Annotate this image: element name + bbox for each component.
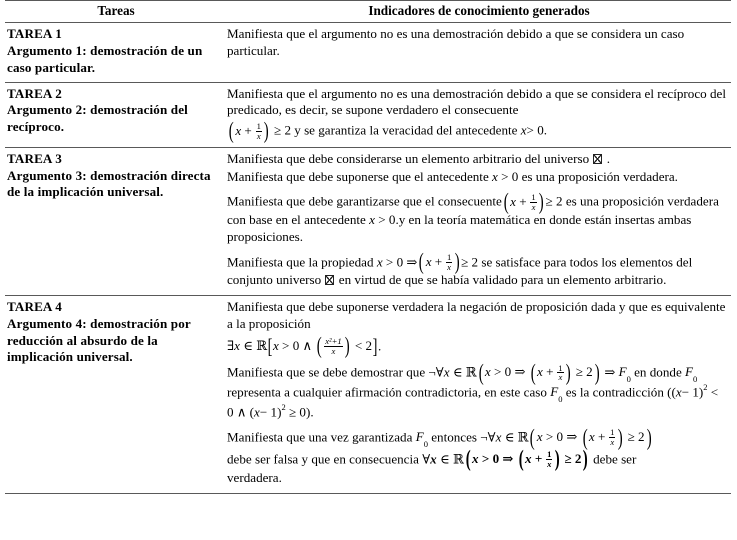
column-header-tasks: Tareas (5, 1, 227, 23)
column-header-indicators: Indicadores de conocimiento generados (227, 1, 731, 23)
math-symbol-F0: $F_0$ (685, 364, 698, 384)
math-var-x: x (472, 450, 479, 466)
indicator-paragraph (227, 151, 727, 168)
fraction-denominator: x (558, 372, 563, 383)
fraction-denominator: x (256, 130, 261, 141)
universe-box-icon (325, 275, 334, 285)
fraction-1-over-x (557, 364, 563, 383)
indicator-text: entonces ¬∀ (431, 429, 496, 445)
element-of-symbol: ∈ (452, 364, 463, 380)
indicator-paragraph (227, 360, 727, 421)
indicator-cell-tarea-2 (227, 82, 731, 147)
results-table (5, 0, 731, 494)
task-id-1: TAREA 1 (7, 26, 62, 42)
indicator-text: Manifiesta que el argumento no es una demostración debido a que se considera un caso particular. (227, 26, 685, 58)
bracket-close-icon: ] (372, 334, 378, 359)
indicator-text: ≥ 0). (288, 404, 314, 420)
indicator-text: Manifiesta que debe considerarse un elemento arbitrario del universo (227, 150, 590, 166)
indicator-paragraph-math (227, 118, 727, 145)
indicator-text: ≥ 2 (564, 450, 582, 466)
task-cell-tarea-2 (5, 82, 227, 147)
fraction-1-over-x (530, 193, 536, 212)
math-expression-x-plus-1-over-x: ( x + $\frac{1}{x}$ ) (419, 249, 460, 276)
math-var-x: x (510, 193, 516, 209)
indicator-text: ≥ 2 (575, 364, 593, 380)
indicator-text: Manifiesta que debe suponerse verdadera la negación de proposición dada y que es equivalente a la proposición (227, 298, 726, 331)
paren-close-icon: ) (617, 425, 623, 451)
fraction-numerator: 1 (547, 449, 552, 460)
paren-close-icon: ) (565, 360, 571, 386)
math-set-reals: ℝ (256, 338, 267, 354)
paren-close-icon: ) (583, 446, 589, 473)
paren-open-icon: ( (503, 189, 509, 216)
indicator-text: > 0 ⇒ (385, 253, 418, 269)
math-symbol-F0: $F_0$ (415, 429, 428, 449)
indicator-cell-tarea-1 (227, 23, 731, 82)
indicator-text: en donde (634, 364, 682, 380)
indicator-text: Manifiesta que la propiedad (227, 253, 374, 269)
fraction-denominator: x (324, 346, 343, 356)
exponent-two: 2 (703, 381, 708, 392)
indicator-text: Manifiesta que una vez garantizada (227, 429, 413, 445)
math-var-x: x (443, 364, 450, 380)
math-expression-exists-x (227, 333, 378, 360)
element-of-symbol: ∈ (439, 450, 450, 466)
math-var-x: x (430, 450, 437, 466)
indicator-paragraph (227, 249, 727, 289)
paren-close-icon: ) (454, 249, 460, 276)
universe-box-icon (593, 154, 602, 164)
table-row (5, 295, 731, 493)
paren-close-icon: ) (554, 446, 560, 473)
indicator-paragraph (227, 446, 727, 473)
math-var-x: x (484, 364, 491, 380)
indicator-cell-tarea-3 (227, 147, 731, 295)
fraction-numerator: 1 (446, 252, 452, 263)
paren-close-icon: ) (646, 425, 652, 451)
fraction-1-over-x (256, 122, 262, 141)
fraction-1-over-x (609, 428, 615, 447)
math-var-x: x (254, 404, 260, 420)
math-var-x: x (525, 450, 532, 466)
paren-open-icon: ( (478, 360, 484, 386)
indicator-cell-tarea-4 (227, 295, 731, 493)
indicator-text: < 0 ∧ ( (227, 384, 719, 420)
math-symbol-F0: $F_0$ (618, 364, 631, 384)
task-desc-3: Argumento 3: demostración directa de la implicación universal. (7, 167, 211, 200)
task-id-2: TAREA 2 (7, 85, 62, 101)
indicator-text: . (606, 150, 610, 166)
math-expression-x-plus-1-over-x: ( x + $\frac{1}{x}$ ) (228, 118, 270, 145)
math-var-x: x (537, 364, 543, 380)
math-var-x: x (588, 429, 595, 445)
fraction-1-over-x (546, 450, 552, 469)
fraction-numerator: 1 (256, 120, 261, 131)
indicator-text: Manifiesta que se debe demostrar que ¬∀ (227, 364, 444, 380)
indicator-paragraph (227, 26, 727, 60)
fraction-numerator: 1 (558, 362, 563, 373)
task-desc-1: Argumento 1: demostración de un caso particular. (7, 42, 203, 75)
math-var-x: x (520, 122, 527, 138)
math-set-reals: ℝ (452, 451, 464, 467)
indicator-text: . (378, 337, 382, 353)
table-body (5, 23, 731, 494)
indicator-text: ≥ 2 (627, 429, 645, 445)
math-var-x: x (376, 253, 383, 269)
indicator-text: en virtud de que se había validado para un elemento arbitrario. (338, 272, 667, 288)
indicator-paragraph (227, 189, 727, 245)
math-var-x: x (492, 168, 498, 184)
bracket-open-icon: [ (267, 334, 273, 359)
table-row (5, 23, 731, 82)
indicator-paragraph (227, 470, 727, 487)
math-set-reals: ℝ (465, 365, 477, 381)
fraction-numerator: x²+1 (325, 336, 342, 347)
indicator-text: ≥ 2 se satisface para todos los elementos del conjunto universo (227, 253, 693, 288)
indicator-text: > 0 ⇒ (493, 364, 526, 380)
math-expression-implication: ( x > 0 ⇒ ( x + $\frac{1}{x}$ ) ≥ 2) (478, 360, 600, 386)
math-var-x: x (234, 337, 240, 353)
fraction-numerator: 1 (610, 427, 615, 438)
indicator-paragraph (227, 169, 727, 186)
math-var-x: x (235, 122, 242, 138)
fraction-x2-plus-1-over-x (324, 337, 343, 356)
math-var-x: x (272, 337, 279, 353)
task-cell-tarea-3 (5, 147, 227, 295)
paren-open-icon: ( (518, 446, 524, 473)
paren-open-icon: ( (228, 118, 234, 145)
math-symbol-F0: $F_0$ (550, 384, 563, 404)
paren-open-icon: ( (582, 425, 588, 451)
math-var-x: x (425, 253, 432, 269)
math-set-reals: ℝ (517, 430, 529, 446)
task-id-3: TAREA 3 (7, 150, 62, 166)
indicator-text: Manifiesta que debe garantizarse que el consecuente (227, 193, 502, 209)
paren-close-icon: ) (538, 189, 544, 216)
math-var-x: x (536, 429, 543, 445)
paren-close-icon: ) (594, 360, 600, 386)
indicator-text: verdadera. (227, 470, 282, 486)
task-desc-2: Argumento 2: demostración del recíproco. (7, 102, 188, 135)
fraction-denominator: x (547, 458, 552, 469)
indicator-paragraph (227, 425, 727, 451)
indicator-text: representa a cualquier afirmación contradictoria, en este caso (227, 384, 547, 400)
element-of-symbol: ∈ (504, 429, 515, 445)
fraction-numerator: 1 (531, 191, 536, 202)
exponent-two: 2 (281, 401, 286, 412)
header-row (5, 1, 731, 23)
paren-open-icon: ( (465, 446, 471, 473)
fraction-denominator: x (610, 437, 615, 448)
paren-close-icon: ) (264, 118, 270, 145)
paren-close-icon: ) (344, 333, 350, 360)
indicator-paragraph (227, 86, 727, 120)
paren-open-icon: ( (530, 360, 536, 386)
fraction-1-over-x (446, 253, 452, 272)
table-row (5, 147, 731, 295)
implies-symbol: ⇒ (604, 364, 616, 380)
indicator-text: es la contradicción (( (565, 384, 676, 400)
table-header (5, 1, 731, 23)
math-expression-x-plus-1-over-x: ( x + $\frac{1}{x}$ ) (503, 189, 544, 216)
math-var-x: x (675, 384, 682, 400)
fraction-denominator: x (531, 201, 536, 212)
indicator-paragraph (227, 299, 727, 333)
indicator-text: ≥ 2 es una proposición verdadera con base en el antecedente (227, 193, 719, 227)
element-of-symbol: ∈ (243, 337, 253, 353)
task-id-4: TAREA 4 (7, 298, 62, 314)
paren-open-icon: ( (419, 249, 424, 276)
indicator-text: > 0 ⇒ (545, 429, 578, 445)
indicator-text: Manifiesta que debe suponerse que el antecedente (227, 168, 489, 184)
table-row (5, 82, 731, 147)
math-var-x: x (369, 211, 375, 227)
task-cell-tarea-1 (5, 23, 227, 82)
fraction-denominator: x (447, 261, 451, 272)
indicator-text: debe ser (593, 450, 637, 466)
indicator-paragraph-math (227, 333, 727, 360)
indicator-text: > 0 ⇒ (481, 450, 514, 466)
math-var-x: x (495, 429, 502, 445)
indicator-text: > 0. (526, 122, 548, 138)
paren-open-icon: ( (317, 333, 323, 360)
math-expression-implication: ( x > 0 ⇒ ( x + $\frac{1}{x}$ ) ≥ 2) (530, 425, 652, 451)
task-desc-4: Argumento 4: demostración por reducción al absurdo de la implicación universal. (7, 315, 191, 365)
exists-quantifier: ∃ (227, 337, 235, 353)
task-cell-tarea-4 (5, 295, 227, 493)
indicator-text: − 1) (259, 404, 282, 420)
indicator-text: debe ser falsa y que en consecuencia ∀ (227, 450, 431, 466)
indicator-text: < 2 (354, 337, 373, 353)
indicator-text: − 1) (681, 384, 704, 400)
indicator-text: ≥ 2 y se garantiza la veracidad del antecedente (273, 122, 518, 138)
paren-open-icon: ( (530, 425, 536, 451)
indicator-text: > 0.y en la teoría matemática en donde están insertas ambas proposiciones. (227, 211, 692, 244)
indicator-text: > 0 es una proposición verdadera. (501, 168, 678, 184)
indicator-text: > 0 ∧ (282, 337, 313, 353)
math-expression-implication-bold: ( x > 0 ⇒ ( x + $\frac{1}{x}$ ) ≥ 2) (465, 446, 589, 473)
indicator-text: Manifiesta que el argumento no es una demostración debido a que se considera el recíproco del predicado, es decir, se supone verdadero el consecuente (227, 85, 726, 118)
